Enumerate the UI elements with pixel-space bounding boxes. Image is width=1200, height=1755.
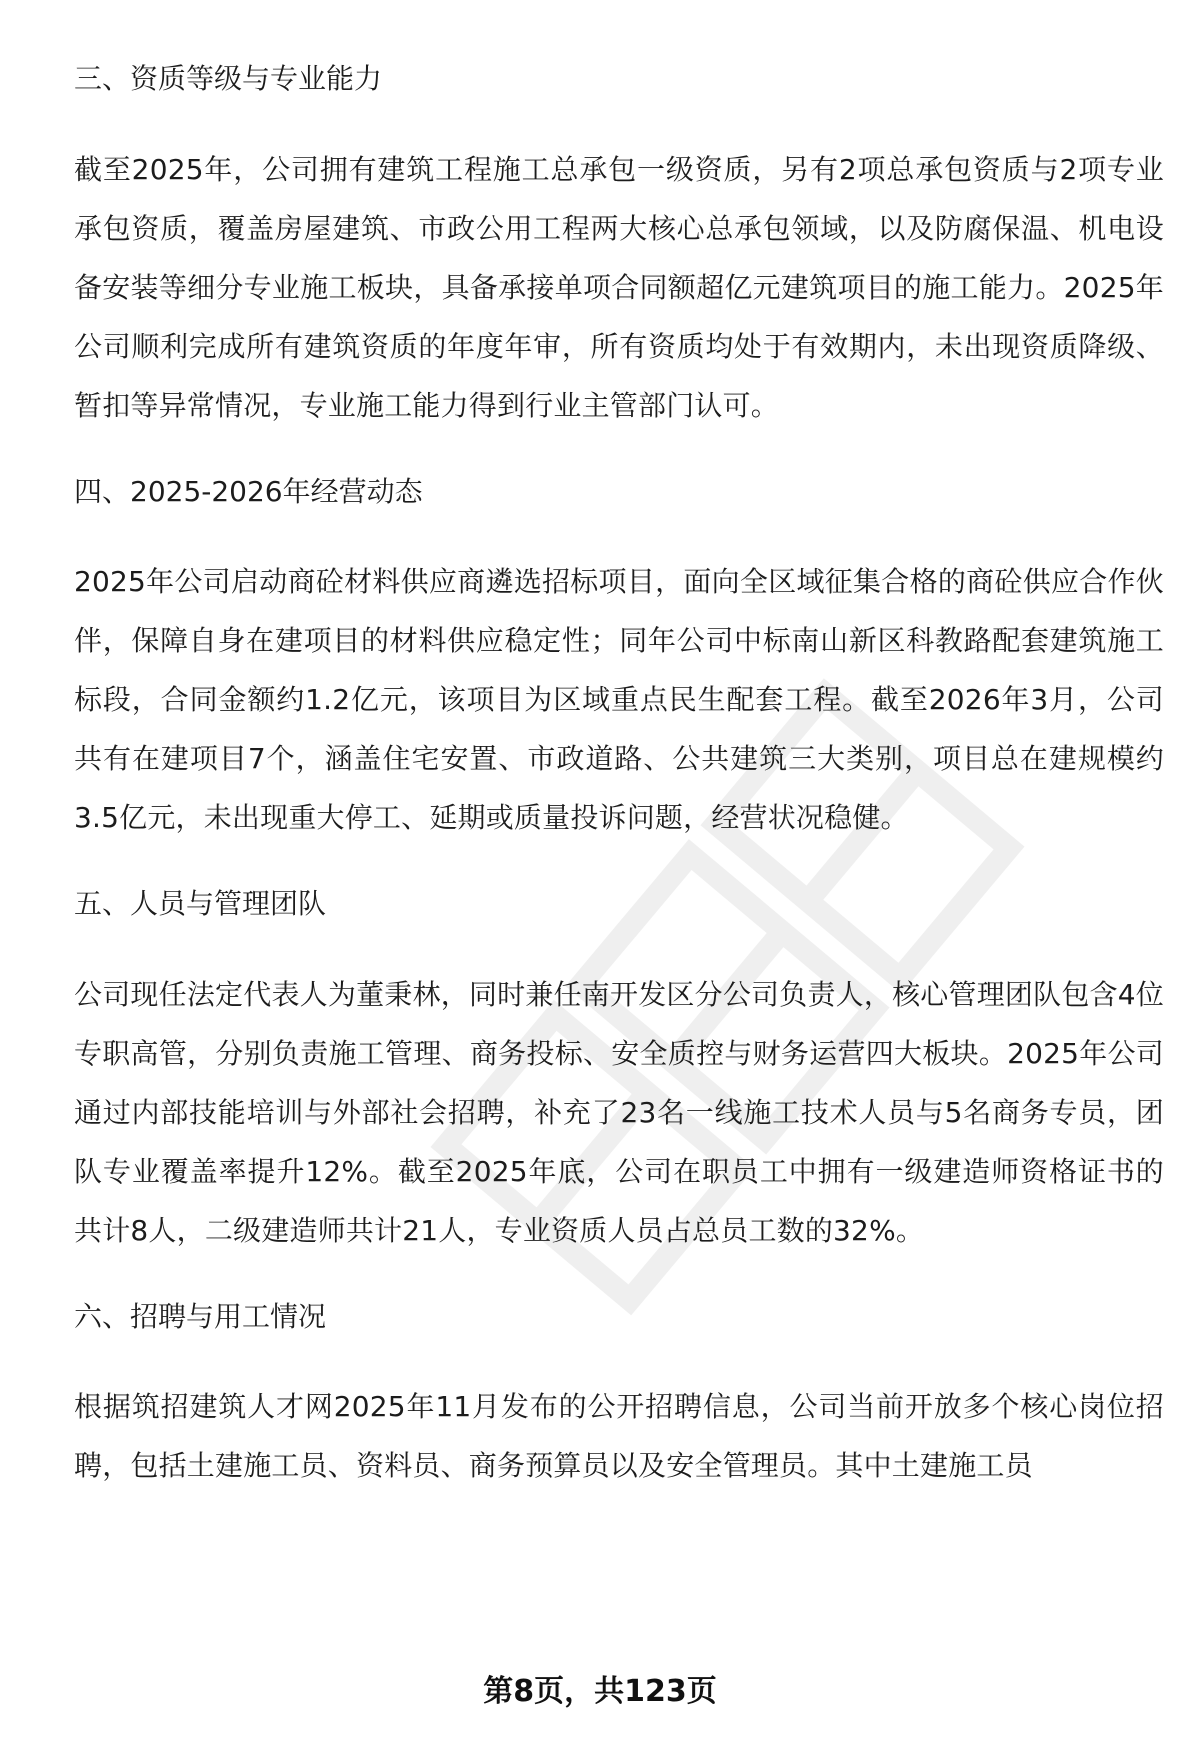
section-recruitment <box>74 1300 1164 1496</box>
section-heading: 四、2025-2026年经营动态 <box>74 474 423 508</box>
paragraph: 根据筑招建筑人才网2025年11月发布的公开招聘信息，公司当前开放多个核心岗位招聘，包括土建施工员、资料员、商务预算员以及安全管理员。其中土建施工员 <box>74 1390 1164 1483</box>
section-heading: 六、招聘与用工情况 <box>74 1299 327 1333</box>
paragraph: 公司现任法定代表人为董秉林，同时兼任南开发区分公司负责人，核心管理团队包含4位专职高管，分别负责施工管理、商务投标、安全质控与财务运营四大板块。2025年公司通过内部技能培训与外部社会招聘，补充了23名一线施工技术人员与5名商务专员，团队专业覆盖率提升12%。截至2025年底，公司在职员工中拥有一级建造师资格证书的共计8人，二级建造师共计21人，专业资质人员占总员工数的32%。 <box>74 977 1164 1247</box>
document-page <box>74 62 1164 1535</box>
section-management-team <box>74 887 1164 1260</box>
section-qualifications <box>74 62 1164 435</box>
section-heading: 三、资质等级与专业能力 <box>74 62 383 95</box>
page-number: 第8页，共123页 <box>483 1674 717 1709</box>
paragraph: 2025年公司启动商砼材料供应商遴选招标项目，面向全区域征集合格的商砼供应合作伙伴，保障自身在建项目的材料供应稳定性；同年公司中标南山新区科教路配套建筑施工标段，合同金额约1.2亿元，该项目为区域重点民生配套工程。截至2026年3月，公司共有在建项目7个，涵盖住宅安置、市政道路、公共建筑三大类别，项目总在建规模约3.5亿元，未出现重大停工、延期或质量投诉问题，经营状况稳健。 <box>74 565 1164 835</box>
paragraph: 截至2025年，公司拥有建筑工程施工总承包一级资质，另有2项总承包资质与2项专业承包资质，覆盖房屋建筑、市政公用工程两大核心总承包领域，以及防腐保温、机电设备安装等细分专业施工板块，具备承接单项合同额超亿元建筑项目的施工能力。2025年公司顺利完成所有建筑资质的年度年审，所有资质均处于有效期内，未出现资质降级、暂扣等异常情况，专业施工能力得到行业主管部门认可。 <box>74 152 1164 422</box>
section-heading: 五、人员与管理团队 <box>74 887 327 921</box>
section-operations <box>74 475 1164 848</box>
